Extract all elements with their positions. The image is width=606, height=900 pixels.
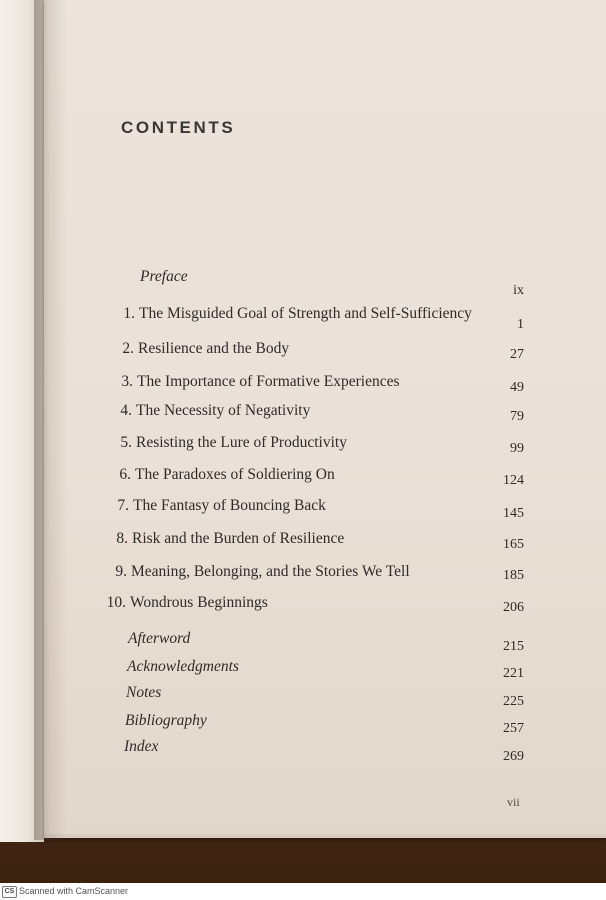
page-number: 221 [503,666,524,681]
page-number: 1 [517,317,524,332]
table-of-contents [44,0,606,838]
page-number: 225 [503,694,524,709]
entry-title: The Fantasy of Bouncing Back [133,497,326,514]
entry-title: Acknowledgments [127,658,239,675]
page-number: 124 [503,473,524,488]
chapter-number: 8. [116,530,128,547]
entry-title: Resisting the Lure of Productivity [136,434,347,451]
chapter-number: 9. [115,563,127,580]
chapter-number: 5. [120,434,132,451]
chapter-number: 10. [106,594,126,611]
entry-title: Bibliography [125,712,207,729]
page-number: 49 [510,380,524,395]
page-number: 185 [503,568,524,583]
contents-heading: CONTENTS [121,118,236,137]
page-number: 269 [503,749,524,764]
page-folio: vii [507,795,520,809]
entry-title: The Necessity of Negativity [136,402,311,419]
entry-title: The Paradoxes of Soldiering On [135,466,335,483]
chapter-number: 1. [123,305,135,322]
page-number: 257 [503,721,524,736]
book-gutter-shadow [34,0,68,840]
book-page [44,0,606,838]
entry-title: The Misguided Goal of Strength and Self-Sufficiency [139,305,472,322]
entry-title: Notes [126,684,162,701]
entry-title: Index [124,738,159,755]
entry-title: Resilience and the Body [138,340,290,357]
page-number: 79 [510,409,524,424]
page-number: 206 [503,600,524,615]
page-number: 145 [503,506,524,521]
entry-title: Preface [140,268,188,285]
camscanner-logo-icon: CS [2,886,17,898]
page-number: 215 [503,639,524,654]
page-number: ix [513,283,524,298]
entry-title: Risk and the Burden of Resilience [132,530,345,547]
chapter-number: 6. [119,466,131,483]
scanner-watermark-text: Scanned with CamScanner [19,886,129,896]
entry-title: Afterword [128,630,191,647]
page-number: 27 [510,347,524,362]
scanner-footer [0,883,606,900]
entry-title: Meaning, Belonging, and the Stories We Tell [131,563,410,580]
chapter-number: 2. [122,340,134,357]
entry-title: The Importance of Formative Experiences [137,373,400,390]
chapter-number: 7. [117,497,129,514]
page-number: 165 [503,537,524,552]
entry-title: Wondrous Beginnings [130,594,268,611]
chapter-number: 4. [120,402,132,419]
page-number: 99 [510,441,524,456]
chapter-number: 3. [121,373,133,390]
